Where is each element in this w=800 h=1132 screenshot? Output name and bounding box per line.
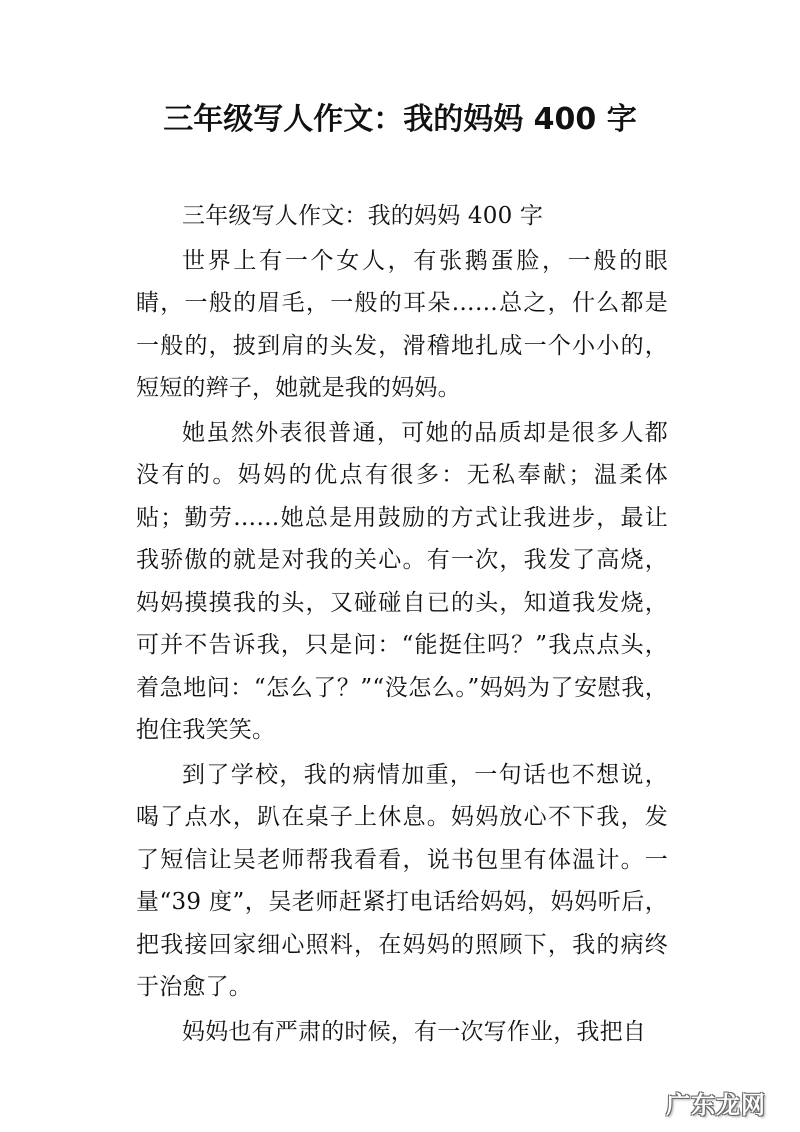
paragraph-1: 世界上有一个女人，有张鹅蛋脸，一般的眼睛，一般的眉毛，一般的耳朵……总之，什么都是一般的，披到肩的头发，滑稽地扎成一个小小的，短短的辫子，她就是我的妈妈。 xyxy=(136,247,668,401)
watermark-text: 广东龙网 xyxy=(666,1091,766,1119)
page-title: 三年级写人作文：我的妈妈 400 字 xyxy=(163,102,637,137)
paragraph-3: 到了学校，我的病情加重，一句话也不想说，喝了点水，趴在桌子上休息。妈妈放心不下我，发了短信让吴老师帮我看看，说书包里有体温计。一量“39 度”，吴老师赶紧打电话给妈妈，妈妈听后，把我接回家细心照料，在妈妈的照顾下，我的病终于治愈了。 xyxy=(136,761,668,1000)
paragraph-4: 妈妈也有严肃的时候，有一次写作业，我把自 xyxy=(182,1018,646,1045)
watermark-logo xyxy=(666,1085,766,1120)
paragraph-2: 她虽然外表很普通，可她的品质却是很多人都没有的。妈妈的优点有很多：无私奉献；温柔体贴；勤劳……她总是用鼓励的方式让我进步，最让我骄傲的就是对我的关心。有一次，我发了高烧，妈妈摸摸我的头，又碰碰自已的头，知道我发烧，可并不告诉我，只是问：“能挺住吗？”我点点头，着急地问：“怎么了？”“没怎么。”妈妈为了安慰我，抱住我笑笑。 xyxy=(136,419,668,743)
document-subtitle: 三年级写人作文：我的妈妈 400 字 xyxy=(182,203,544,229)
document-body xyxy=(136,195,668,1055)
